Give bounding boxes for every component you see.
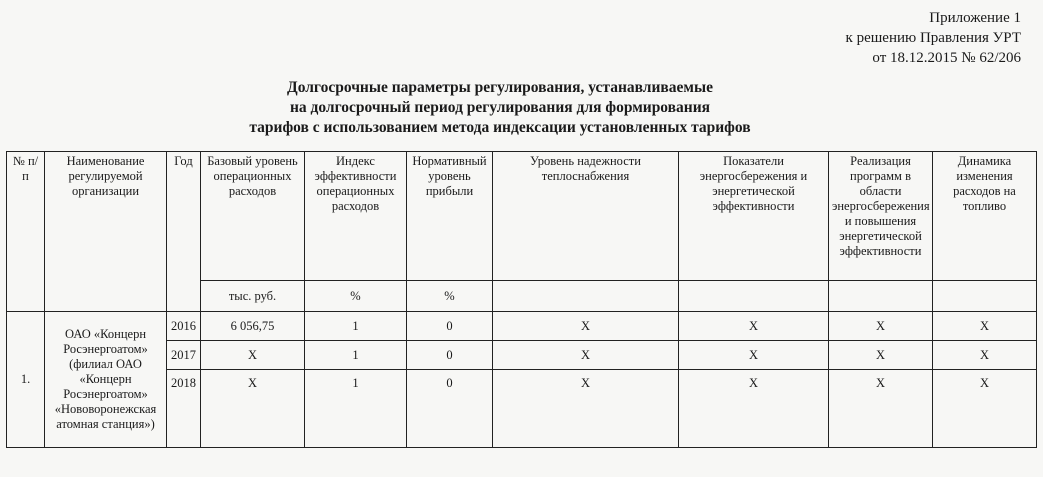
profit-level-cell: 0	[407, 341, 493, 370]
header-year: Год	[167, 152, 201, 312]
table-row	[7, 312, 1037, 341]
header-efficiency-index: Индекс эффективности операционных расходов	[305, 152, 407, 281]
efficiency-index-cell: 1	[305, 312, 407, 341]
row-number: 1.	[7, 312, 45, 448]
title-line-1: Долгосрочные параметры регулирования, устанавливаемые	[287, 79, 713, 96]
appendix-line-1: Приложение 1	[929, 10, 1021, 26]
header-reliability: Уровень надежности теплоснабжения	[493, 152, 679, 281]
fuel-dynamics-cell: X	[933, 370, 1037, 448]
profit-level-cell: 0	[407, 312, 493, 341]
base-costs-cell: 6 056,75	[201, 312, 305, 341]
document-title	[180, 78, 820, 138]
header-num: № п/п	[7, 152, 45, 312]
unit-empty-programs	[829, 281, 933, 312]
profit-level-cell: 0	[407, 370, 493, 448]
unit-empty-fuel	[933, 281, 1037, 312]
unit-index: %	[305, 281, 407, 312]
base-costs-cell: X	[201, 370, 305, 448]
title-line-2: на долгосрочный период регулирования для формирования	[289, 99, 711, 116]
unit-empty-reliability	[493, 281, 679, 312]
title-line-3: тарифов с использованием метода индексации установленных тарифов	[249, 119, 751, 136]
year-cell: 2017	[167, 341, 201, 370]
programs-cell: X	[829, 370, 933, 448]
unit-profit: %	[407, 281, 493, 312]
appendix-line-2: к решению Правления УРТ	[845, 30, 1021, 46]
fuel-dynamics-cell: X	[933, 312, 1037, 341]
programs-cell: X	[829, 312, 933, 341]
organization-name: ОАО «Концерн Росэнергоатом» (филиал ОАО «Концерн Росэнергоатом» «Нововоронежская атомная станция»)	[45, 312, 167, 448]
reliability-cell: X	[493, 370, 679, 448]
programs-cell: X	[829, 341, 933, 370]
reliability-cell: X	[493, 312, 679, 341]
efficiency-index-cell: 1	[305, 341, 407, 370]
unit-empty-energy	[679, 281, 829, 312]
appendix-reference	[846, 8, 1021, 68]
efficiency-index-cell: 1	[305, 370, 407, 448]
energy-saving-cell: X	[679, 312, 829, 341]
fuel-dynamics-cell: X	[933, 341, 1037, 370]
header-programs: Реализация программ в области энергосбережения и повышения энергетической эффективности	[829, 152, 933, 281]
year-cell: 2018	[167, 370, 201, 448]
appendix-line-3: от 18.12.2015 № 62/206	[872, 50, 1021, 66]
parameters-table	[6, 151, 1037, 448]
header-base-costs: Базовый уровень операционных расходов	[201, 152, 305, 281]
header-row	[7, 152, 1037, 281]
energy-saving-cell: X	[679, 341, 829, 370]
energy-saving-cell: X	[679, 370, 829, 448]
year-cell: 2016	[167, 312, 201, 341]
header-org-name: Наименование регулируемой организации	[45, 152, 167, 312]
base-costs-cell: X	[201, 341, 305, 370]
unit-base: тыс. руб.	[201, 281, 305, 312]
header-profit-level: Нормативный уровень прибыли	[407, 152, 493, 281]
header-fuel-dynamics: Динамика изменения расходов на топливо	[933, 152, 1037, 281]
header-energy-saving: Показатели энергосбережения и энергетической эффективности	[679, 152, 829, 281]
reliability-cell: X	[493, 341, 679, 370]
